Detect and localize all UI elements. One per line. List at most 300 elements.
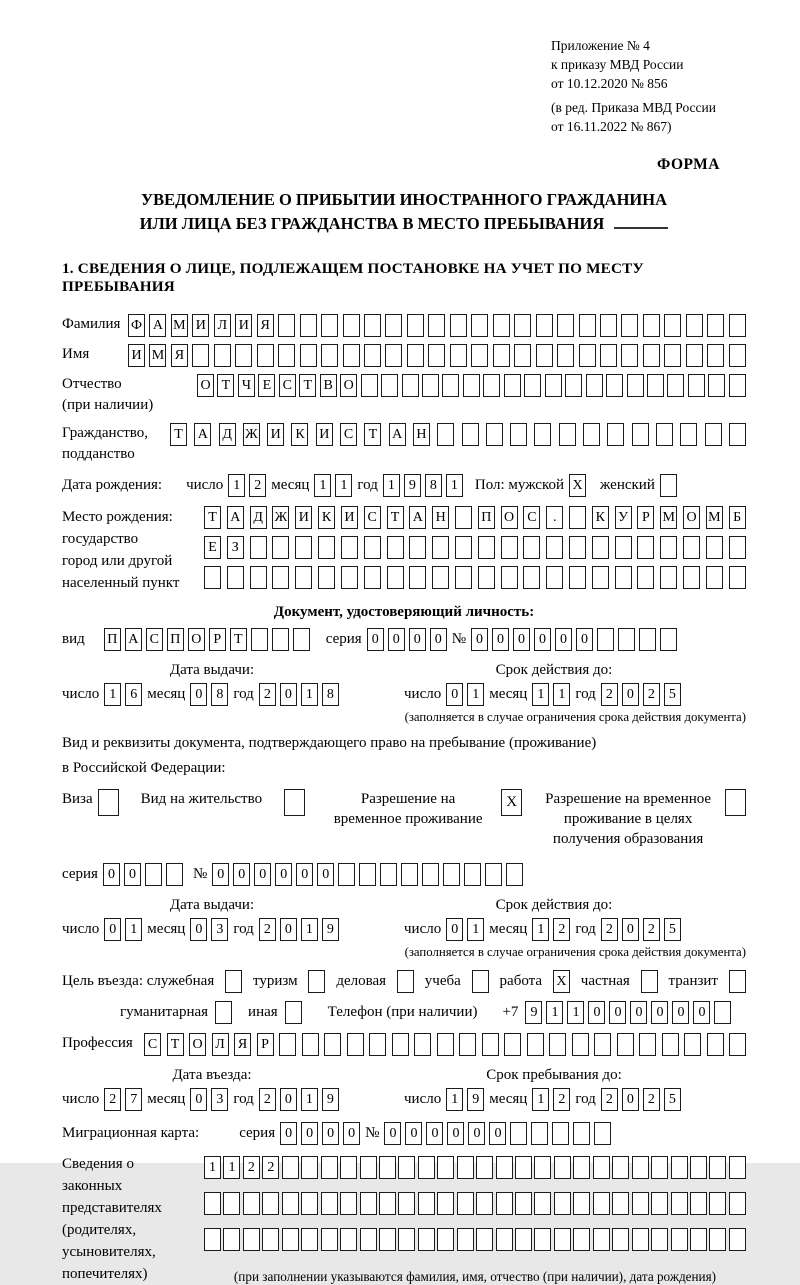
visa-label: Виза <box>62 791 93 807</box>
birthplace-cell-r2-10 <box>409 536 426 559</box>
name-cell-13 <box>385 344 402 367</box>
rep-cell-r1-8 <box>340 1156 357 1179</box>
birthplace-cell-r2-23 <box>706 536 723 559</box>
surname-cell-19 <box>514 314 531 337</box>
profession-cell-7 <box>279 1033 296 1056</box>
birthplace-cell-r3-4 <box>272 566 289 589</box>
rep-cell-r2-17 <box>515 1192 532 1215</box>
business-label: деловая <box>336 973 387 989</box>
rep-cell-r1-21 <box>593 1156 610 1179</box>
citizenship-label-line1: Гражданство, <box>62 425 149 441</box>
doc-number-cell-10 <box>660 628 677 651</box>
annex-block <box>551 36 746 136</box>
name-cell-25 <box>643 344 660 367</box>
surname-cell-6: И <box>235 314 252 337</box>
mc-number-cell-10 <box>573 1122 590 1145</box>
annex-line: Приложение № 4 <box>551 38 650 53</box>
month-label: месяц <box>147 921 186 937</box>
patronymic-cell-2: Т <box>217 374 234 397</box>
patronymic-cell-11 <box>402 374 419 397</box>
entry-year-cell-1: 2 <box>259 1088 276 1111</box>
study-label: учеба <box>424 973 461 989</box>
year-label: год <box>357 477 378 493</box>
rep-cell-r1-6 <box>301 1156 318 1179</box>
name-label: Имя <box>62 346 90 362</box>
sex-male-checkbox <box>569 474 586 497</box>
surname-cell-14 <box>407 314 424 337</box>
temp-residence-label: Разрешение на временное проживание <box>333 791 483 827</box>
representatives-cells-row3 <box>204 1225 746 1254</box>
birthplace-cell-r1-17 <box>569 506 586 529</box>
permit-number-cell-15 <box>506 863 523 886</box>
entry-date-label: Дата въезда: <box>172 1067 252 1083</box>
birthplace-cell-r3-23 <box>706 566 723 589</box>
rep-cell-r2-25 <box>671 1192 688 1215</box>
rep-cell-r3-14 <box>457 1228 474 1251</box>
rep-cell-r2-21 <box>593 1192 610 1215</box>
permit-series-cell-3 <box>145 863 162 886</box>
permit-type-row <box>62 789 746 849</box>
rep-cell-r3-21 <box>593 1228 610 1251</box>
phone-cell-3: 1 <box>567 1001 584 1024</box>
rep-cell-r3-16 <box>496 1228 513 1251</box>
doc-number-cell-4: 0 <box>534 628 551 651</box>
permit-valid-day-cell-1: 0 <box>446 918 463 941</box>
doc-issue-year-cells <box>259 683 339 706</box>
permit-number-cell-11 <box>422 863 439 886</box>
doc-issue-day-cell-1: 1 <box>104 683 121 706</box>
day-label: число <box>62 1091 100 1107</box>
profession-cell-8 <box>302 1033 319 1056</box>
doc-valid-year-cell-4: 5 <box>664 683 681 706</box>
birthplace-cell-r1-24: Б <box>729 506 746 529</box>
surname-cell-3: М <box>171 314 188 337</box>
iddoc-dates <box>62 660 746 706</box>
humanitarian-phone-row <box>62 1001 746 1024</box>
surname-cell-25 <box>643 314 660 337</box>
profession-cell-26 <box>707 1033 724 1056</box>
birthplace-cell-r1-4: Ж <box>272 506 289 529</box>
surname-cell-15 <box>428 314 445 337</box>
profession-cell-10 <box>347 1033 364 1056</box>
humanitarian-checkbox-1 <box>215 1001 232 1024</box>
patronymic-cell-23 <box>647 374 664 397</box>
stay-year-cell-3: 2 <box>643 1088 660 1111</box>
year-label: год <box>575 1091 596 1107</box>
surname-cell-18 <box>493 314 510 337</box>
profession-cell-9 <box>324 1033 341 1056</box>
sex-female-checkbox <box>660 474 677 497</box>
birthplace-cell-r3-19 <box>615 566 632 589</box>
amendment-line: от 16.11.2022 № 867) <box>551 119 672 134</box>
permit-number-cell-12 <box>443 863 460 886</box>
permit-number-cell-9 <box>380 863 397 886</box>
permit-number-cell-7 <box>338 863 355 886</box>
migration-card-series-cells <box>280 1122 360 1145</box>
citizenship-cell-6: К <box>291 423 308 446</box>
mc-series-cell-1: 0 <box>280 1122 297 1145</box>
doc-kind-cells <box>104 628 310 651</box>
doc-number-cell-6: 0 <box>576 628 593 651</box>
birthplace-cell-r3-17 <box>569 566 586 589</box>
birthplace-cell-r3-12 <box>455 566 472 589</box>
permit-number-cell-8 <box>359 863 376 886</box>
citizenship-cell-1: Т <box>170 423 187 446</box>
private-checkbox-1 <box>641 970 658 993</box>
permit-series-cell-2: 0 <box>124 863 141 886</box>
entry-day-cell-1: 2 <box>104 1088 121 1111</box>
birthplace-cell-r2-15 <box>523 536 540 559</box>
patronymic-cell-1: О <box>197 374 214 397</box>
year-label: год <box>575 686 596 702</box>
iddoc-valid-half <box>404 660 746 706</box>
rep-cell-r1-22 <box>612 1156 629 1179</box>
phone-prefix: +7 <box>502 1004 519 1020</box>
doc-series-cell-2: 0 <box>388 628 405 651</box>
birthplace-cell-r3-11 <box>432 566 449 589</box>
rep-cell-r1-25 <box>671 1156 688 1179</box>
name-cell-29 <box>729 344 746 367</box>
year-label: год <box>233 686 254 702</box>
permit-issue-year-cell-4: 9 <box>322 918 339 941</box>
name-cell-24 <box>621 344 638 367</box>
permit-series-cells <box>103 863 183 886</box>
rep-cell-r1-18 <box>534 1156 551 1179</box>
rep-cell-r1-28 <box>729 1156 746 1179</box>
business-checkbox-1 <box>397 970 414 993</box>
profession-cell-25 <box>684 1033 701 1056</box>
surname-cell-16 <box>450 314 467 337</box>
private-checkbox <box>641 970 658 993</box>
doc-number-cells <box>471 628 677 651</box>
profession-label: Профессия <box>62 1035 133 1051</box>
mc-number-cell-1: 0 <box>384 1122 401 1145</box>
series-label: серия <box>239 1125 276 1141</box>
migration-card-row <box>62 1122 746 1145</box>
name-cell-22 <box>579 344 596 367</box>
form-title-line1: УВЕДОМЛЕНИЕ О ПРИБЫТИИ ИНОСТРАННОГО ГРАЖДАНИНА <box>140 190 668 209</box>
stay-until-label: Срок пребывания до: <box>486 1067 622 1083</box>
name-cell-7 <box>257 344 274 367</box>
birthplace-cell-r2-17 <box>569 536 586 559</box>
patronymic-cell-10 <box>381 374 398 397</box>
citizenship-cell-10: А <box>389 423 406 446</box>
name-row <box>62 344 746 367</box>
day-label: число <box>404 686 442 702</box>
humanitarian-checkbox <box>215 1001 232 1024</box>
residence-permit-checkbox <box>284 789 305 816</box>
birthplace-cell-r2-1: Е <box>204 536 221 559</box>
patronymic-label <box>62 374 197 416</box>
patronymic-cell-12 <box>422 374 439 397</box>
rep-cell-r2-20 <box>573 1192 590 1215</box>
year-label: год <box>575 921 596 937</box>
citizenship-cell-7: И <box>316 423 333 446</box>
birthplace-cell-r2-5 <box>295 536 312 559</box>
rep-cell-r3-27 <box>709 1228 726 1251</box>
purpose-official-checkbox-1 <box>225 970 242 993</box>
day-label: число <box>404 921 442 937</box>
birthplace-cell-r3-2 <box>227 566 244 589</box>
rep-cell-r1-15 <box>476 1156 493 1179</box>
birth-year-cell-3: 8 <box>425 474 442 497</box>
permit-issue-day-cells <box>104 918 142 941</box>
name-cell-16 <box>450 344 467 367</box>
citizenship-cell-9: Т <box>364 423 381 446</box>
permit-valid-year-cell-3: 2 <box>643 918 660 941</box>
citizenship-cell-13 <box>462 423 479 446</box>
birthplace-cell-r1-22: О <box>683 506 700 529</box>
doc-kind-cell-7: Т <box>230 628 247 651</box>
migration-card-number-cells <box>384 1122 611 1145</box>
month-label: месяц <box>489 921 528 937</box>
entry-month-cells <box>190 1088 228 1111</box>
birthplace-cell-r3-13 <box>478 566 495 589</box>
profession-cell-13 <box>414 1033 431 1056</box>
birthplace-cell-r2-3 <box>250 536 267 559</box>
permit-number-cell-3: 0 <box>254 863 271 886</box>
doc-kind-cell-10 <box>293 628 310 651</box>
profession-cell-22 <box>617 1033 634 1056</box>
purpose-row <box>62 970 746 993</box>
doc-valid-month-cell-1: 1 <box>532 683 549 706</box>
name-cell-10 <box>321 344 338 367</box>
rep-cell-r3-1 <box>204 1228 221 1251</box>
birthplace-cell-r2-6 <box>318 536 335 559</box>
stay-until-half <box>404 1065 746 1111</box>
surname-cell-10 <box>321 314 338 337</box>
birthplace-cell-r1-9: Т <box>387 506 404 529</box>
birthdate-label: Дата рождения: <box>62 477 163 493</box>
birthplace-cell-r2-24 <box>729 536 746 559</box>
work-checkbox-1: X <box>553 970 570 993</box>
month-label: месяц <box>489 686 528 702</box>
phone-cell-5: 0 <box>609 1001 626 1024</box>
doc-valid-month-cells <box>532 683 570 706</box>
amendment-line: (в ред. Приказа МВД России <box>551 100 716 115</box>
birthplace-cell-r1-12 <box>455 506 472 529</box>
birthplace-cell-r1-18: К <box>592 506 609 529</box>
birthplace-label-line3: город или другой <box>62 553 173 569</box>
permit-issue-year-cell-3: 1 <box>301 918 318 941</box>
patronymic-cells <box>197 374 746 397</box>
private-label: частная <box>580 973 630 989</box>
mc-number-cell-7 <box>510 1122 527 1145</box>
birthplace-cell-r3-24 <box>729 566 746 589</box>
permit-issue-year-cells <box>259 918 339 941</box>
doc-number-cell-9 <box>639 628 656 651</box>
annex-line: к приказу МВД России <box>551 57 684 72</box>
patronymic-label-line1: Отчество <box>62 376 122 392</box>
profession-cell-2: Т <box>167 1033 184 1056</box>
birthplace-cell-r3-6 <box>318 566 335 589</box>
doc-valid-day-cell-2: 1 <box>467 683 484 706</box>
citizenship-cell-20 <box>632 423 649 446</box>
patronymic-cell-25 <box>688 374 705 397</box>
doc-kind-cell-3: С <box>146 628 163 651</box>
form-title-line2: ИЛИ ЛИЦА БЕЗ ГРАЖДАНСТВА В МЕСТО ПРЕБЫВАНИЯ <box>139 214 605 233</box>
birth-month-cell-1: 1 <box>314 474 331 497</box>
phone-cell-7: 0 <box>651 1001 668 1024</box>
rep-cell-r2-14 <box>457 1192 474 1215</box>
month-label: месяц <box>489 1091 528 1107</box>
year-label: год <box>233 1091 254 1107</box>
birthplace-cell-r1-5: И <box>295 506 312 529</box>
rep-cell-r2-5 <box>282 1192 299 1215</box>
doc-kind-cell-4: П <box>167 628 184 651</box>
transit-checkbox <box>729 970 746 993</box>
doc-issue-month-cell-1: 0 <box>190 683 207 706</box>
permit-number-cells <box>212 863 523 886</box>
permit-number-cell-6: 0 <box>317 863 334 886</box>
representatives-label-line2: законных <box>62 1178 123 1194</box>
profession-cell-18 <box>527 1033 544 1056</box>
doc-valid-year-cell-3: 2 <box>643 683 660 706</box>
profession-cell-19 <box>549 1033 566 1056</box>
business-checkbox <box>397 970 414 993</box>
phone-cell-8: 0 <box>672 1001 689 1024</box>
month-label: месяц <box>147 1091 186 1107</box>
rep-cell-r1-20 <box>573 1156 590 1179</box>
birthplace-cell-r1-8: С <box>364 506 381 529</box>
rep-cell-r3-23 <box>632 1228 649 1251</box>
profession-cell-21 <box>594 1033 611 1056</box>
rep-cell-r2-1 <box>204 1192 221 1215</box>
rep-cell-r3-4 <box>262 1228 279 1251</box>
entry-year-cell-2: 0 <box>280 1088 297 1111</box>
iddoc-issue-half <box>62 660 404 706</box>
name-cell-15 <box>428 344 445 367</box>
rep-cell-r2-13 <box>437 1192 454 1215</box>
birthplace-cell-r2-20 <box>637 536 654 559</box>
rep-cell-r3-8 <box>340 1228 357 1251</box>
rep-cell-r3-24 <box>651 1228 668 1251</box>
birthplace-cell-r2-21 <box>660 536 677 559</box>
visa-checkbox-1 <box>98 789 119 816</box>
permit-issue-day-cell-1: 0 <box>104 918 121 941</box>
surname-cell-8 <box>278 314 295 337</box>
birthplace-cell-r3-5 <box>295 566 312 589</box>
mc-number-cell-11 <box>594 1122 611 1145</box>
rep-cell-r1-17 <box>515 1156 532 1179</box>
doc-valid-month-cell-2: 1 <box>553 683 570 706</box>
name-cell-4 <box>192 344 209 367</box>
phone-cell-2: 1 <box>546 1001 563 1024</box>
birthplace-cells-row1 <box>204 506 746 529</box>
doc-kind-cell-1: П <box>104 628 121 651</box>
purpose-label: Цель въезда: служебная <box>62 973 215 989</box>
doc-series-cell-1: 0 <box>367 628 384 651</box>
phone-cell-10 <box>714 1001 731 1024</box>
phone-label: Телефон (при наличии) <box>327 1004 478 1020</box>
surname-cell-12 <box>364 314 381 337</box>
rep-cell-r2-18 <box>534 1192 551 1215</box>
tourism-checkbox-1 <box>308 970 325 993</box>
permit-number-cell-10 <box>401 863 418 886</box>
rep-cell-r1-23 <box>632 1156 649 1179</box>
profession-cell-6: Р <box>257 1033 274 1056</box>
rep-cell-r2-2 <box>223 1192 240 1215</box>
surname-cell-7: Я <box>257 314 274 337</box>
patronymic-cell-5: С <box>279 374 296 397</box>
patronymic-cell-27 <box>729 374 746 397</box>
patronymic-cell-26 <box>708 374 725 397</box>
profession-cell-17 <box>504 1033 521 1056</box>
mc-series-cell-2: 0 <box>301 1122 318 1145</box>
permit-valid-year-cells <box>601 918 681 941</box>
title-blank-underline <box>614 213 668 229</box>
birthplace-cells-row3 <box>204 566 746 589</box>
residence-checkbox-1 <box>284 789 305 816</box>
entry-day-cell-2: 7 <box>125 1088 142 1111</box>
transit-checkbox-1 <box>729 970 746 993</box>
issue-date-label: Дата выдачи: <box>169 897 255 913</box>
birthplace-cell-r1-15: С <box>523 506 540 529</box>
name-cell-23 <box>600 344 617 367</box>
patronymic-cell-19 <box>565 374 582 397</box>
name-cell-18 <box>493 344 510 367</box>
rep-cell-r2-22 <box>612 1192 629 1215</box>
rep-cell-r2-28 <box>729 1192 746 1215</box>
phone-cell-9: 0 <box>693 1001 710 1024</box>
surname-cell-27 <box>686 314 703 337</box>
permit-valid-month-cell-1: 1 <box>532 918 549 941</box>
other-purpose-checkbox-1 <box>285 1001 302 1024</box>
permit-valid-day-cells <box>446 918 484 941</box>
permit-number-cell-2: 0 <box>233 863 250 886</box>
representatives-note: (при заполнении указываются фамилия, имя, отчество (при наличии), дата рождения) <box>233 1269 717 1284</box>
birthplace-cell-r3-16 <box>546 566 563 589</box>
birthplace-cell-r2-19 <box>615 536 632 559</box>
birthplace-cell-r2-12 <box>455 536 472 559</box>
doc-number-cell-5: 0 <box>555 628 572 651</box>
permit-issue-month-cell-2: 3 <box>211 918 228 941</box>
doc-kind-cell-9 <box>272 628 289 651</box>
purpose-official-checkbox <box>225 970 242 993</box>
rep-cell-r1-5 <box>282 1156 299 1179</box>
rep-cell-r1-27 <box>709 1156 726 1179</box>
permit-series-cell-4 <box>166 863 183 886</box>
doc-issue-day-cell-2: 6 <box>125 683 142 706</box>
profession-cell-27 <box>729 1033 746 1056</box>
birthplace-cell-r1-11: Н <box>432 506 449 529</box>
permit-number-cell-14 <box>485 863 502 886</box>
birthplace-cell-r1-6: К <box>318 506 335 529</box>
surname-cell-11 <box>343 314 360 337</box>
permit-issue-year-cell-1: 2 <box>259 918 276 941</box>
permit-heading-line2: в Российской Федерации: <box>62 760 226 776</box>
mc-series-cell-4: 0 <box>343 1122 360 1145</box>
entry-day-cells <box>104 1088 142 1111</box>
name-cell-21 <box>557 344 574 367</box>
representatives-label-line3: представителях <box>62 1200 162 1216</box>
birthplace-cell-r2-9 <box>387 536 404 559</box>
permit-valid-year-cell-1: 2 <box>601 918 618 941</box>
birthplace-cell-r3-8 <box>364 566 381 589</box>
rep-cell-r1-13 <box>437 1156 454 1179</box>
rep-cell-r2-11 <box>398 1192 415 1215</box>
migration-card-label: Миграционная карта: <box>62 1125 200 1141</box>
birthplace-cell-r2-4 <box>272 536 289 559</box>
rep-cell-r3-6 <box>301 1228 318 1251</box>
citizenship-cell-24 <box>729 423 746 446</box>
permit-number-cell-4: 0 <box>275 863 292 886</box>
iddoc-row <box>62 628 746 651</box>
rep-cell-r3-12 <box>418 1228 435 1251</box>
work-label: работа <box>499 973 543 989</box>
doc-issue-year-cell-4: 8 <box>322 683 339 706</box>
entry-year-cell-4: 9 <box>322 1088 339 1111</box>
